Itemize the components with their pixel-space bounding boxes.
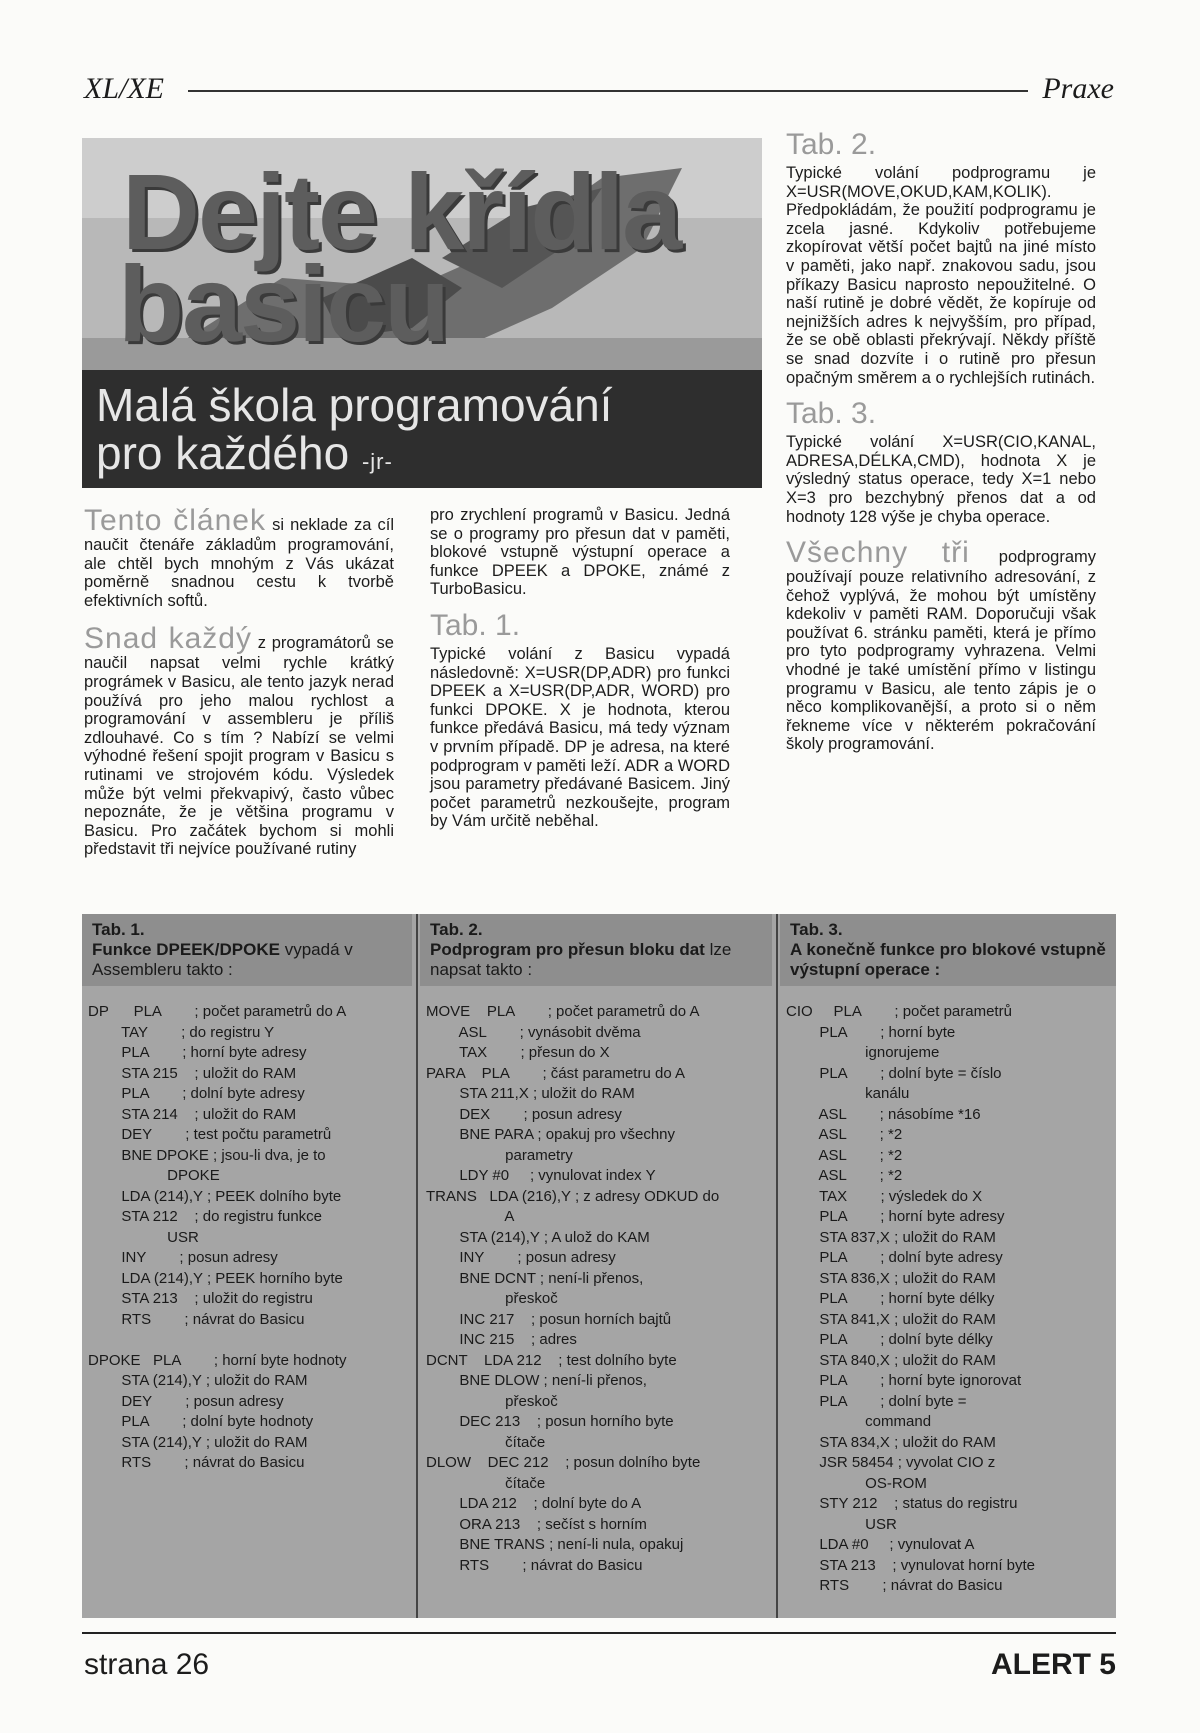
- tab3-paragraph: [786, 399, 1096, 526]
- tab3-heading: Tab. 3.: [786, 397, 877, 431]
- banner-subtitle-line1: Malá škola programování: [96, 379, 613, 431]
- paragraph-text: z programátorů se naučil napsat velmi rychle krátký prográmek v Basicu, ale tento jazyk nerad používá pro jeho malou rychlost a programování v assembleru je příliš zdlouhavé. Co s tím ? Nabízí se velmi výhodné řešení spojit program v Basicu s rutinami ve strojovém kódu. Výsledek může být velmi překvapivý, často vůbec nepoznáte, že je většina programu v Basicu. Pro začátek bychom si mohli představit tři nejvíce používané rutiny: [84, 634, 394, 859]
- lead-words: Tento článek: [84, 504, 266, 537]
- tab1-heading: Tab. 1.: [430, 608, 521, 642]
- code-listing: MOVE PLA ; počet parametrů do A ASL ; vynásobit dvěma TAX ; přesun do X PARA PLA ; část parametru do A STA 211,X ; uložit do RAM DEX ; posun adresy BNE PARA ; opakuj pro všechny parametry LDY #0 ; vynulovat index Y TRANS LDA (216),Y ; z adresy ODKUD do A STA (214),Y ; A ulož do KAM INY ; posun adresy BNE DCNT ; není-li přenos, přeskoč INC 217 ; posun horních bajtů INC 215 ; adres DCNT LDA 212 ; test dolního byte BNE DLOW ; není-li přenos, přeskoč DEC 213 ; posun horního byte čítače DLOW DEC 212 ; posun dolního byte čítače LDA 212 ; dolní byte do A ORA 213 ; sečíst s horním BNE TRANS ; není-li nula, opakuj RTS ; návrat do Basicu: [426, 1003, 720, 1574]
- body-paragraph: pro zrychlení programů v Basicu. Jedná se o programy pro přesun dat v paměti, blokové vstupně výstupní operace a funkce DPEEK a DPOKE, známé z TurboBasicu.: [430, 506, 730, 599]
- paragraph-text: si neklade za cíl naučit čtenáře základům programování, ale chtěl bych mnohým z Vás ukázat poměrně snadnou cestu k tvorbě efektivních softů.: [84, 516, 394, 610]
- column-3: [786, 130, 1096, 754]
- footer-rule: [82, 1632, 1116, 1634]
- code-tables: [82, 914, 1116, 1618]
- magazine-name: ALERT 5: [990, 1648, 1116, 1681]
- paragraph-text: Typické volání podprogramu je X=USR(MOVE,OKUD,KAM,KOLIK). Předpokládám, že použití podprogramu je zcela jasné. Kdykoliv potřebujeme zkopírovat větší počet bajtů na jiné místo v paměti, jako např. znakovou sadu, jsou příkazy Basicu naprosto nepoužitelné. O naší rutině je dobré vědět, že kopíruje od nejnižších adres k nejvyšším, pro případ, že se obě oblasti překrývají. Někdy příště se snad dozvíte i o rutině pro přesun opačným směrem a o rychlejších rutinách.: [786, 164, 1096, 387]
- table-header: [82, 914, 412, 986]
- column-divider: [416, 914, 418, 1618]
- table-head-bold: Funkce DPEEK/DPOKE: [92, 940, 280, 959]
- author-tag: -jr-: [361, 449, 393, 474]
- subtitle-text: pro každého: [96, 427, 350, 479]
- banner-title-line1: Dejte křídla: [122, 151, 681, 272]
- paragraph-text: Typické volání X=USR(CIO,KANAL, ADRESA,DÉLKA,CMD), hodnota X je výsledný status operace, tedy X=1 nebo X=3 pro bezchybný přenos dat a od hodnoty 128 výše je chyba operace.: [786, 433, 1096, 526]
- page-number: strana 26: [84, 1648, 210, 1681]
- column-2: [430, 506, 730, 831]
- article-banner: [82, 138, 762, 488]
- table-header: [420, 914, 772, 986]
- table-head-bold: A konečně funkce pro blokové vstupně výstupní operace :: [790, 940, 1106, 979]
- lead-words: Všechny tři: [786, 536, 970, 570]
- table-title: Tab. 2.: [430, 920, 483, 939]
- section-label: XL/XE: [84, 72, 164, 105]
- header-rule: [188, 90, 1028, 92]
- banner-subtitle-line2: [96, 427, 393, 479]
- code-listing: CIO PLA ; počet parametrů PLA ; horní byte ignorujeme PLA ; dolní byte = číslo kanálu ASL ; násobíme *16 ASL ; *2 ASL ; *2 ASL ; *2 TAX ; výsledek do X PLA ; horní byte adresy STA 837,X ; uložit do RAM PLA ; dolní byte adresy STA 836,X ; uložit do RAM PLA ; horní byte délky STA 841,X ; uložit do RAM PLA ; dolní byte délky STA 840,X ; uložit do RAM PLA ; horní byte ignorovat PLA ; dolní byte = command STA 834,X ; uložit do RAM JSR 58454 ; vyvolat CIO z OS-ROM STY 212 ; status do registru USR LDA #0 ; vynulovat A STA 213 ; vynulovat horní byte RTS ; návrat do Basicu: [786, 1003, 1036, 1594]
- banner-title-line2: basicu: [118, 243, 449, 364]
- table-head-rest: vypadá v Assembleru takto :: [92, 940, 353, 979]
- paragraph-text: Typické volání z Basicu vypadá následovně: X=USR(DP,ADR) pro funkci DPEEK a X=USR(DP,ADR, WORD) pro funkci DPOKE. X je hodnota, kterou funkce předává Basicu, má tedy význam v prvním případě. DP je adresa, na které podprogram v paměti leží. ADR a WORD jsou parametry předávané Basicem. Jiný počet parametrů nezkoušejte, program by Vám určitě neběhal.: [430, 644, 730, 831]
- lead-words: Snad každý: [84, 622, 252, 656]
- table-head-rest: lze napsat takto :: [430, 940, 732, 979]
- code-table-3: [780, 914, 1116, 1618]
- table-head-bold: Podprogram pro přesun bloku dat: [430, 940, 705, 959]
- table-header: [780, 914, 1116, 986]
- table-title: Tab. 1.: [92, 920, 145, 939]
- tab2-heading: Tab. 2.: [786, 128, 877, 161]
- body-paragraph: [84, 624, 394, 859]
- tab2-paragraph: [786, 130, 1096, 387]
- paragraph-text: podprogramy používají pouze relativního adresování, z čehož vyplývá, že mohou být umístěny kdekoliv v paměti RAM. Doporučuji však používat 6. stránku paměti, která je přímo pro tyto podprogramy vyhrazena. Velmi vhodné je také umístění přímo v listingu programu v Basicu, ale tento zápis je o něco komplikovanější, a proto si o něm řekneme více v některém pokračování školy programování.: [786, 548, 1096, 754]
- table-title: Tab. 3.: [790, 920, 843, 939]
- column-1: [84, 506, 394, 859]
- code-table-2: [420, 914, 772, 1618]
- code-table-1: [82, 914, 412, 1618]
- section-category: Praxe: [1042, 72, 1114, 105]
- column-divider: [776, 914, 778, 1618]
- body-paragraph: [786, 538, 1096, 754]
- tab1-paragraph: [430, 608, 730, 831]
- code-listing: DP PLA ; počet parametrů do A TAY ; do registru Y PLA ; horní byte adresy STA 215 ; uložit do RAM PLA ; dolní byte adresy STA 214 ; uložit do RAM DEY ; test počtu parametrů BNE DPOKE ; jsou-li dva, je to DPOKE LDA (214),Y ; PEEK dolního byte STA 212 ; do registru funkce USR INY ; posun adresy LDA (214),Y ; PEEK horního byte STA 213 ; uložit do registru RTS ; návrat do Basicu DPOKE PLA ; horní byte hodnoty STA (214),Y ; uložit do RAM DEY ; posun adresy PLA ; dolní byte hodnoty STA (214),Y ; uložit do RAM RTS ; návrat do Basicu: [88, 1003, 347, 1471]
- intro-paragraph: [84, 506, 394, 610]
